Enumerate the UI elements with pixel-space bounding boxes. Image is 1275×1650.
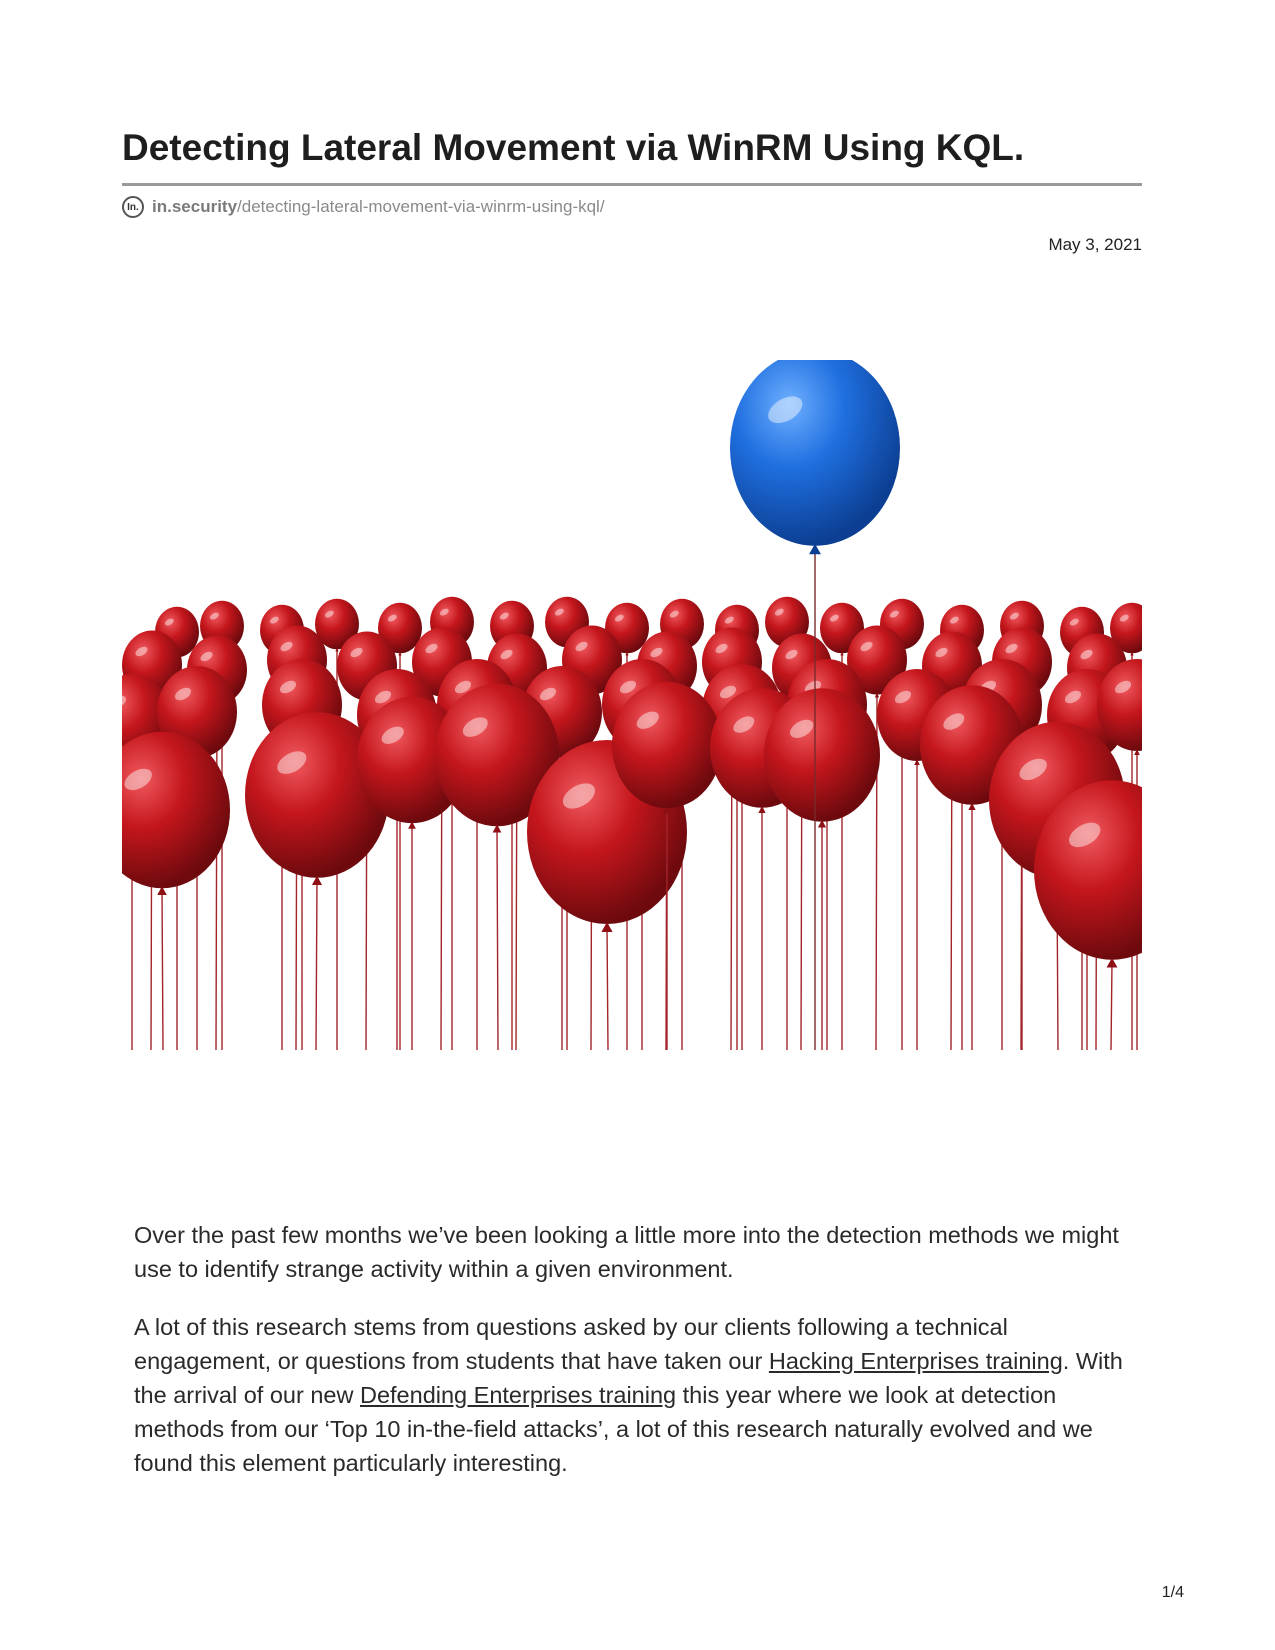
red-balloon bbox=[122, 732, 230, 1050]
red-balloon bbox=[764, 688, 880, 1050]
publish-date: May 3, 2021 bbox=[1048, 235, 1142, 254]
paragraph-1: Over the past few months we’ve been looking a little more into the detection methods we might use to identify strange activity within a given environment. bbox=[134, 1222, 1119, 1282]
article-body bbox=[134, 1218, 1144, 1504]
paragraph-2-text-b: . With the arrival of our new bbox=[134, 1348, 1123, 1408]
page-number: 1/4 bbox=[1161, 1584, 1184, 1601]
title-divider bbox=[122, 183, 1142, 186]
source-link[interactable] bbox=[122, 194, 605, 220]
source-path: /detecting-lateral-movement-via-winrm-using-kql/ bbox=[237, 197, 605, 216]
balloons-image bbox=[122, 360, 1142, 1050]
site-favicon-icon: In. bbox=[122, 196, 144, 218]
source-domain: in.security bbox=[152, 197, 238, 216]
red-balloon bbox=[920, 685, 1024, 1050]
paragraph-2-text-c: this year where we look at detection methods from our ‘Top 10 in-the-field attacks’, a lot of this research naturally evolved and we found this element particularly interesting. bbox=[134, 1382, 1093, 1476]
paragraph-2 bbox=[134, 1310, 1144, 1480]
defending-enterprises-link[interactable]: Defending Enterprises training bbox=[359, 1382, 677, 1408]
hacking-enterprises-link[interactable]: Hacking Enterprises training bbox=[768, 1348, 1063, 1374]
paragraph-2-text-a: A lot of this research stems from questions asked by our clients following a technical engagement, or questions from students that have taken our bbox=[134, 1314, 1008, 1374]
article-title: Detecting Lateral Movement via WinRM Using KQL. bbox=[122, 127, 1025, 168]
hero-image bbox=[122, 360, 1142, 1050]
red-balloon bbox=[1034, 780, 1142, 1050]
